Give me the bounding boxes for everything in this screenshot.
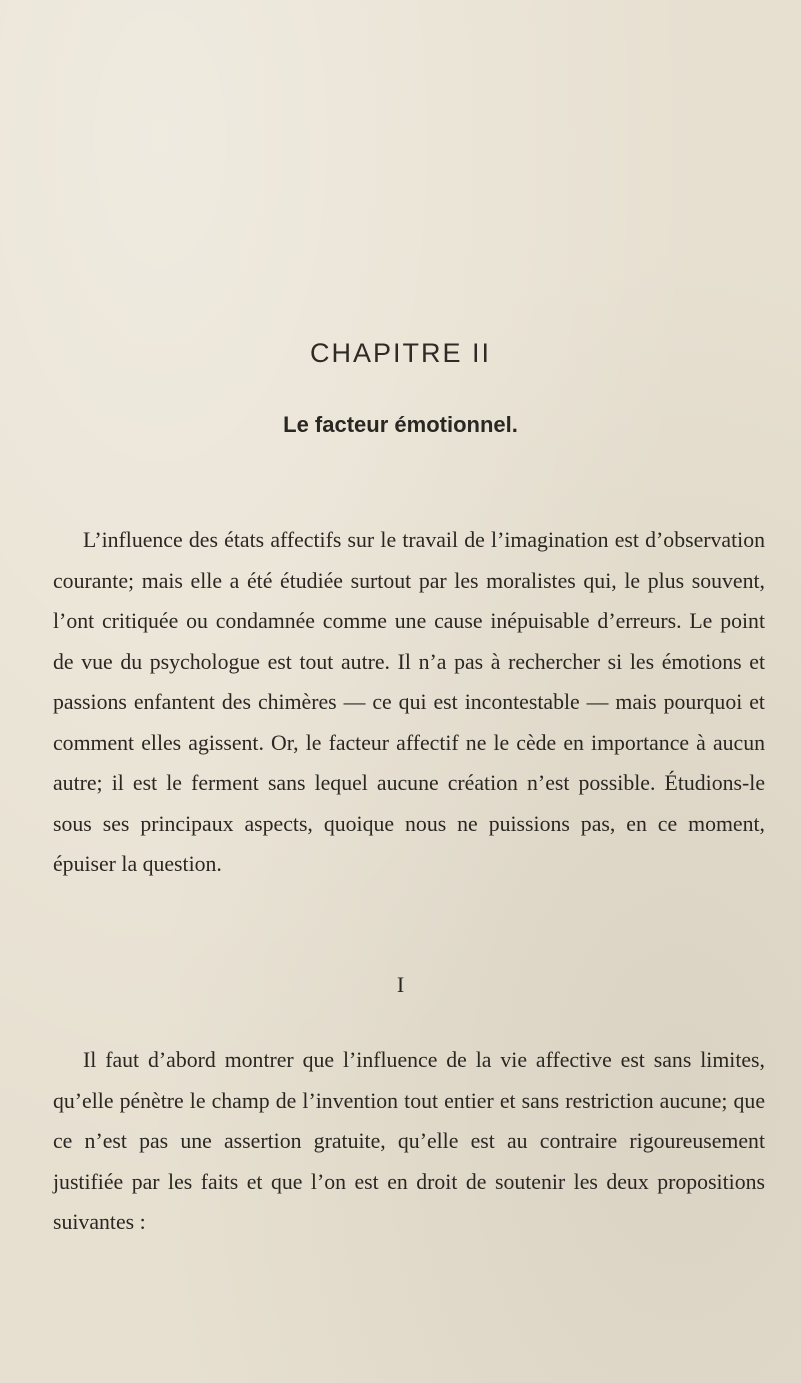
chapter-heading: CHAPITRE II: [309, 338, 492, 368]
paragraph-section-1: Il faut d’abord montrer que l’influence de la vie affective est sans limites, qu’elle pénètre le champ de l’invention tout entier et sans restriction aucune; que ce n’est pas une assertion gratuite, qu’elle est au contraire rigoureusement justifiée par les faits et que l’on est en droit de soutenir les deux propositions suivantes :: [53, 1048, 765, 1234]
section-number: I: [396, 972, 405, 997]
chapter-title: Le facteur émotionnel.: [283, 412, 518, 437]
paragraph-intro: L’influence des états affectifs sur le travail de l’imagination est d’observation courante; mais elle a été étudiée surtout par les moralistes qui, le plus souvent, l’ont critiquée ou condamnée comme une cause inépuisable d’erreurs. Le point de vue du psychologue est tout autre. Il n’a pas à rechercher si les émotions et passions enfantent des chimères — ce qui est incontestable — mais pourquoi et comment elles agissent. Or, le facteur affectif ne le cède en importance à aucun autre; il est le ferment sans lequel aucune création n’est possible. Étudions-le sous ses principaux aspects, quoique nous ne puissions pas, en ce moment, épuiser la question.: [53, 528, 765, 876]
